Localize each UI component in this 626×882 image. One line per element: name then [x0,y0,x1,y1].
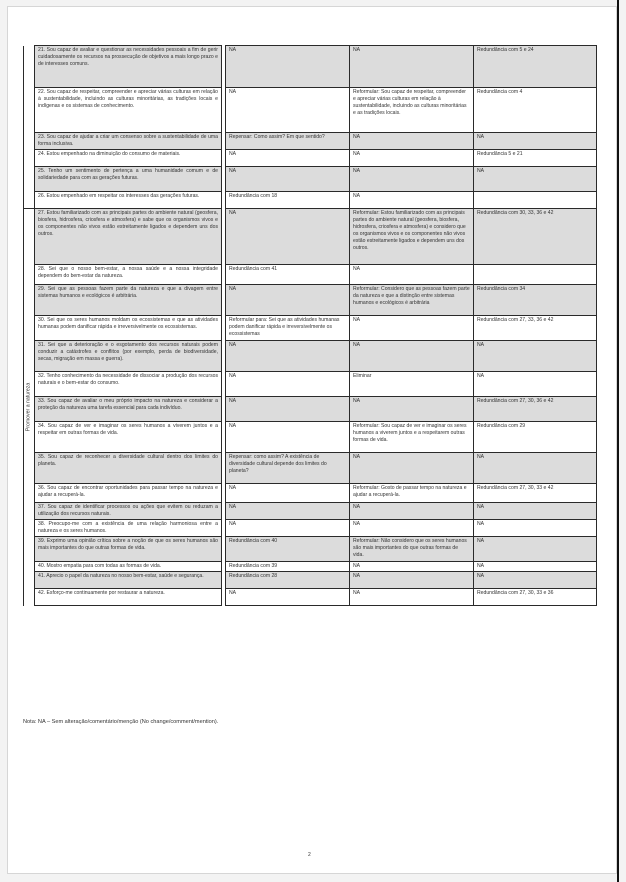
item-text-cell: 34. Sou capaz de ver e imaginar os seres humanos a viverem juntos e a respeitar em outras formas de vida. [35,422,222,453]
comment-cell-1: NA [226,422,350,453]
item-text-cell: 23. Sou capaz de ajudar a criar um consenso sobre a sustentabilidade de uma forma inclusiva. [35,133,222,150]
comment-cell-1: NA [226,46,350,88]
comment-cell-3: Redundância com 5 e 24 [474,46,597,88]
comment-cell-1: Redundância com 40 [226,537,350,562]
comment-cell-3: NA [474,537,597,562]
table-row [24,572,597,589]
group-cell [24,88,35,133]
comment-cell-2: NA [350,503,474,520]
table-row [24,150,597,167]
comment-cell-1: NA [226,285,350,316]
comment-cell-3: NA [474,133,597,150]
comment-cell-2: Reformular: Sou capaz de ver e imaginar os seres humanos a viverem juntos e a respeitarem outras formas de vida. [350,422,474,453]
table-row [24,520,597,537]
item-text-cell: 27. Estou familiarizado com as principais partes do ambiente natural (geosfera, biosfera, hidrosfera, criosfera e atmosfera) e sabe que os organismos vivos e os componentes não vivos estão estreitamente ligados e dependem uns dos outros. [35,209,222,265]
item-text-cell: 24. Estou empenhado na diminuição do consumo de materiais. [35,150,222,167]
item-text-cell: 30. Sei que os seres humanos moldam os ecossistemas e que as atividades humanas podem danificar rápida e irreversivelmente os ecossistemas. [35,316,222,341]
comment-cell-1: NA [226,520,350,537]
comment-cell-2: NA [350,265,474,285]
comment-cell-3: NA [474,520,597,537]
group-cell [24,192,35,209]
comment-cell-2: Reformular: Considero que as pessoas fazem parte da natureza e que a distinção entre sistemas humanos e ecológicos é arbitrária [350,285,474,316]
item-text-cell: 22. Sou capaz de respeitar, compreender e apreciar várias culturas em relação à sustentabilidade, incluindo as culturas minoritárias, as tradições locais e indígenas e os sistemas de conhecimento. [35,88,222,133]
table-row [24,167,597,192]
comment-cell-1: Redundância com 18 [226,192,350,209]
group-cell [24,46,35,88]
comment-cell-1: NA [226,503,350,520]
group-label: Promover a natureza [25,383,32,432]
table-note: Nota: NA – Sem alteração/comentário/menção (No change/comment/mention). [23,719,219,725]
comment-cell-2: NA [350,150,474,167]
comment-cell-2: NA [350,133,474,150]
item-text-cell: 36. Sou capaz de encontrar oportunidades para passar tempo na natureza e ajudar a recuperá-la. [35,484,222,503]
table-row [24,422,597,453]
comment-cell-3 [474,265,597,285]
item-text-cell: 41. Aprecio o papel da natureza no nosso bem-estar, saúde e segurança. [35,572,222,589]
table-row [24,46,597,88]
item-text-cell: 39. Exprimo uma opinião crítica sobre a noção de que os seres humanos são mais importantes do que outras formas de vida. [35,537,222,562]
comment-cell-2: Eliminar [350,372,474,397]
comment-cell-3: Redundância com 27, 30, 36 e 42 [474,397,597,422]
comment-cell-1: NA [226,372,350,397]
comment-cell-3: Redundância com 29 [474,422,597,453]
comment-cell-3: Redundância com 34 [474,285,597,316]
item-text-cell: 26. Estou empenhado em respeitar os interesses das gerações futuras. [35,192,222,209]
comment-cell-1: Repensar: como assim? A existência de diversidade cultural depende dos limites do planeta? [226,453,350,484]
table-row [24,265,597,285]
table-row [24,397,597,422]
comment-cell-2: NA [350,520,474,537]
comment-cell-2: NA [350,453,474,484]
comment-cell-2: NA [350,397,474,422]
item-text-cell: 37. Sou capaz de identificar processos ou ações que evitem ou reduzam a utilização dos recursos naturais. [35,503,222,520]
comment-cell-1: NA [226,88,350,133]
comment-cell-2: NA [350,341,474,372]
item-text-cell: 29. Sei que as pessoas fazem parte da natureza e que a divagem entre sistemas humanos e ecológicos é arbitrária. [35,285,222,316]
table-row [24,88,597,133]
table-row [24,341,597,372]
comment-cell-3: NA [474,572,597,589]
table-row [24,503,597,520]
item-text-cell: 32. Tenho conhecimento da necessidade de dissociar a produção dos recursos naturais e o bem-estar do consumo. [35,372,222,397]
comment-cell-3: Redundância 5 e 21 [474,150,597,167]
comment-cell-1: Redundância com 41 [226,265,350,285]
table-row [24,209,597,265]
item-text-cell: 40. Mostro empatia para com todas as formas de vida. [35,562,222,572]
comment-cell-3: NA [474,453,597,484]
comment-cell-1: NA [226,167,350,192]
scrollbar-edge [617,0,619,882]
comment-cell-3: NA [474,503,597,520]
group-cell [24,133,35,150]
comment-cell-3: NA [474,372,597,397]
item-text-cell: 28. Sei que o nosso bem-estar, a nossa saúde e a nossa integridade dependem do bem-estar da natureza. [35,265,222,285]
comment-cell-3: NA [474,562,597,572]
table-row [24,285,597,316]
comment-cell-1: Redundância com 39 [226,562,350,572]
comment-cell-1: Reformular para: Sei que as atividades humanas podem danificar rápida e irreversivelmente os ecossistemas [226,316,350,341]
group-cell [24,150,35,167]
comment-cell-2: NA [350,562,474,572]
item-text-cell: 21. Sou capaz de avaliar e questionar as necessidades pessoais a fim de gerir cuidadosamente os recursos na prossecução de objetivos a mais longo prazo e de interesses comuns. [35,46,222,88]
table-row [24,192,597,209]
comment-cell-2: NA [350,167,474,192]
table-row [24,589,597,606]
comment-cell-3: NA [474,341,597,372]
item-text-cell: 38. Preocupo-me com a existência de uma relação harmoniosa entre a natureza e os seres humanos. [35,520,222,537]
review-table [23,45,597,606]
table-row [24,562,597,572]
item-text-cell: 31. Sei que a deterioração e o esgotamento dos recursos naturais podem conduzir a catástrofes e conflitos (por exemplo, perda de biodiversidade, secas, migração em massa e guerra). [35,341,222,372]
comment-cell-2: NA [350,46,474,88]
comment-cell-2: NA [350,572,474,589]
comment-cell-2: Reformular: Sou capaz de respeitar, compreender e apreciar várias culturas em relação à sustentabilidade, incluindo as culturas minoritárias e as tradições locais. [350,88,474,133]
comment-cell-3: Redundância com 27, 30, 33 e 36 [474,589,597,606]
comment-cell-2: NA [350,589,474,606]
comment-cell-3 [474,192,597,209]
comment-cell-3: Redundância com 27, 30, 33 e 42 [474,484,597,503]
page-number: 2 [308,852,311,858]
comment-cell-2: NA [350,192,474,209]
comment-cell-3: Redundância com 30, 33, 36 e 42 [474,209,597,265]
table-row [24,316,597,341]
comment-cell-1: Redundância com 28 [226,572,350,589]
group-cell [24,167,35,192]
comment-cell-1: NA [226,341,350,372]
comment-cell-2: Reformular: Gosto de passar tempo na natureza e ajudar a recuperá-la. [350,484,474,503]
item-text-cell: 25. Tenho um sentimento de pertença a uma humanidade comum e de solidariedade para com as gerações futuras. [35,167,222,192]
comment-cell-3: NA [474,167,597,192]
table-row [24,372,597,397]
comment-cell-2: Reformular: Não considero que os seres humanos são mais importantes do que outras formas de vida. [350,537,474,562]
table-row [24,133,597,150]
comment-cell-1: NA [226,397,350,422]
item-text-cell: 42. Esforço-me continuamente por restaurar a natureza. [35,589,222,606]
table-row [24,484,597,503]
table-row [24,453,597,484]
comment-cell-1: NA [226,150,350,167]
comment-cell-1: NA [226,209,350,265]
comment-cell-1: NA [226,589,350,606]
group-cell [24,209,35,606]
comment-cell-1: NA [226,484,350,503]
table-row [24,537,597,562]
item-text-cell: 33. Sou capaz de avaliar o meu próprio impacto na natureza e considerar a proteção da natureza uma tarefa essencial para cada indivíduo. [35,397,222,422]
comment-cell-2: NA [350,316,474,341]
item-text-cell: 35. Sou capaz de reconhecer a diversidade cultural dentro dos limites do planeta. [35,453,222,484]
comment-cell-3: Redundância com 4 [474,88,597,133]
comment-cell-2: Reformular: Estou familiarizado com as principais partes do ambiente natural (geosfera, biosfera, hidrosfera, criosfera e atmosfera) e considero que os organismos vivos e os componentes não vivos estão estreitamente ligados e dependem uns dos outros. [350,209,474,265]
comment-cell-1: Repensar: Como assim? Em que sentido? [226,133,350,150]
comment-cell-3: Redundância com 27, 33, 36 e 42 [474,316,597,341]
